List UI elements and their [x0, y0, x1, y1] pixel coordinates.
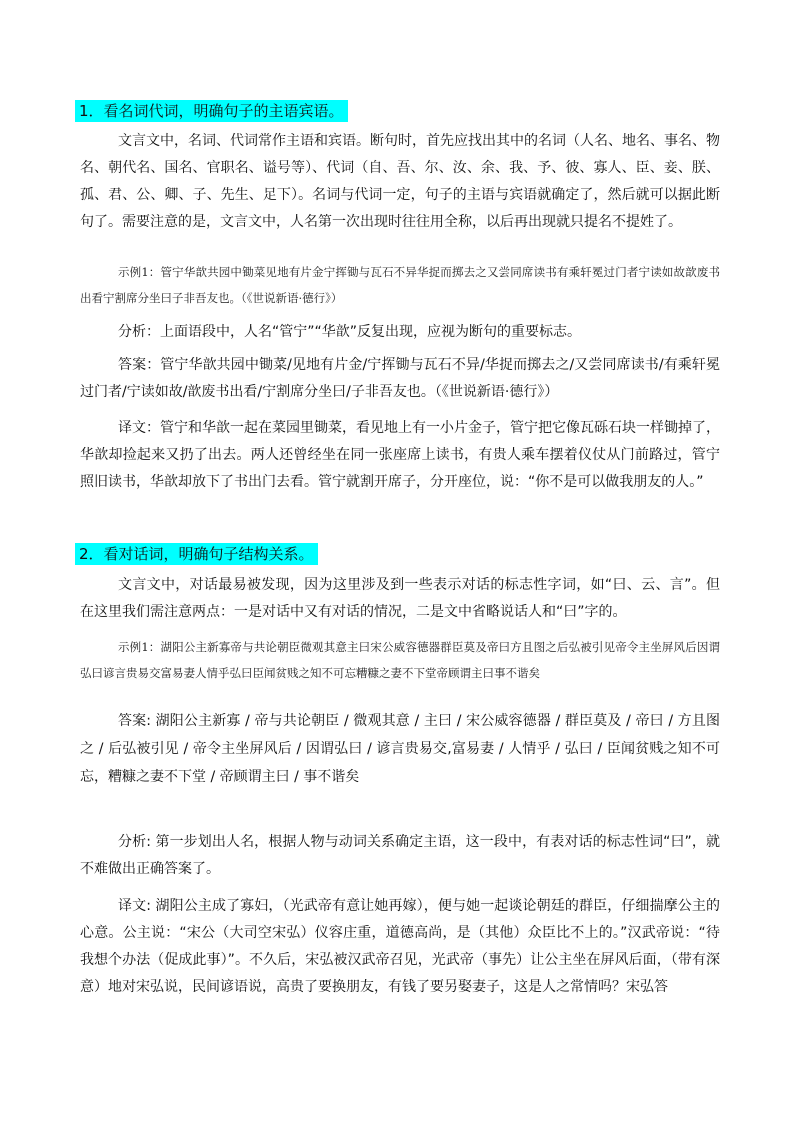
- section-2-example: 示例1：湖阳公主新寡帝与共论朝臣微观其意主曰宋公威容德器群臣莫及帝曰方且图之后弘被引见帝令主坐屏风后因谓弘曰谚言贵易交富易妻人情乎弘曰臣闻贫贱之知不可忘糟糠之妻不下堂帝顾谓主曰事不谐矣: [80, 640, 720, 680]
- section-2-analysis: 分析: 第一步划出人名，根据人物与动词关系确定主语，这一段中，有表对话的标志性词“曰”，就不难做出正确答案了。: [80, 834, 720, 877]
- section-2-heading: 2．看对话词，明确句子结构关系。: [75, 543, 318, 565]
- section-1-answer: 答案：管宁华歆共园中锄菜/见地有片金/宁挥锄与瓦石不异/华捉而掷去之/又尝同席读书/有乘轩冕过门者/宁读如故/歆废书出看/宁割席分坐曰/子非吾友也。（《世说新语·德行》）: [80, 357, 720, 400]
- section-1-heading: 1．看名词代词，明确句子的主语宾语。: [75, 100, 348, 122]
- section-2-answer: 答案: 湖阳公主新寡 / 帝与共论朝臣 / 微观其意 / 主曰 / 宋公威容德器 / 群臣莫及 / 帝曰 / 方且图之 / 后弘被引见 / 帝令主坐屏风后 / 因谓弘曰 / 谚言贵易交,富易妻 / 人情乎 / 弘曰 / 臣闻贫贱之知不可忘，糟糠之妻不下堂 / 帝顾谓主曰 / 事不谐矣: [80, 713, 720, 785]
- section-1-example: 示例1：管宁华歆共园中锄菜见地有片金宁挥锄与瓦石不异华捉而掷去之又尝同席读书有乘轩冕过门者宁读如故歆废书出看宁割席分坐曰子非吾友也。（《世说新语·德行》）: [80, 265, 720, 305]
- section-1-translation: 译文：管宁和华歆一起在菜园里锄菜，看见地上有一小片金子，管宁把它像瓦砾石块一样锄掉了，华歆却捡起来又扔了出去。两人还曾经坐在同一张座席上读书，有贵人乘车摆着仪仗从门前路过，管宁照旧读书，华歆却放下了书出门去看。管宁就割开席子，分开座位，说：“你不是可以做我朋友的人。”: [80, 420, 720, 490]
- section-1-intro: 文言文中，名词、代词常作主语和宾语。断句时，首先应找出其中的名词（人名、地名、事名、物名、朝代名、国名、官职名、谥号等）、代词（自、吾、尔、汝、余、我、予、彼、寡人、臣、妾、朕、孤、君、公、卿、子、先生、足下）。名词与代词一定，句子的主语与宾语就确定了，然后就可以据此断句了。需要注意的是，文言文中，人名第一次出现时往往用全称，以后再出现就只提名不提姓了。: [80, 133, 720, 230]
- section-2-intro: 文言文中，对话最易被发现，因为这里涉及到一些表示对话的标志性字词，如“曰、云、言”。但在这里我们需注意两点：一是对话中又有对话的情况，二是文中省略说话人和“曰”字的。: [80, 577, 720, 620]
- section-1-analysis: 分析：上面语段中，人名“管宁”“华歆”反复出现，应视为断句的重要标志。: [118, 324, 582, 340]
- section-2-translation: 译文: 湖阳公主成了寡妇，（光武帝有意让她再嫁），便与她一起谈论朝廷的群臣，仔细揣摩公主的心意。公主说：“宋公（大司空宋弘）仪容庄重，道德高尚，是（其他）众臣比不上的。”汉武帝说：“待我想个办法（促成此事）”。不久后，宋弘被汉武帝召见，光武帝（事先）让公主坐在屏风后面，（带有深意）地对宋弘说，民间谚语说，高贵了要换朋友，有钱了要另娶妻子，这是人之常情吗？宋弘答: [80, 898, 720, 995]
